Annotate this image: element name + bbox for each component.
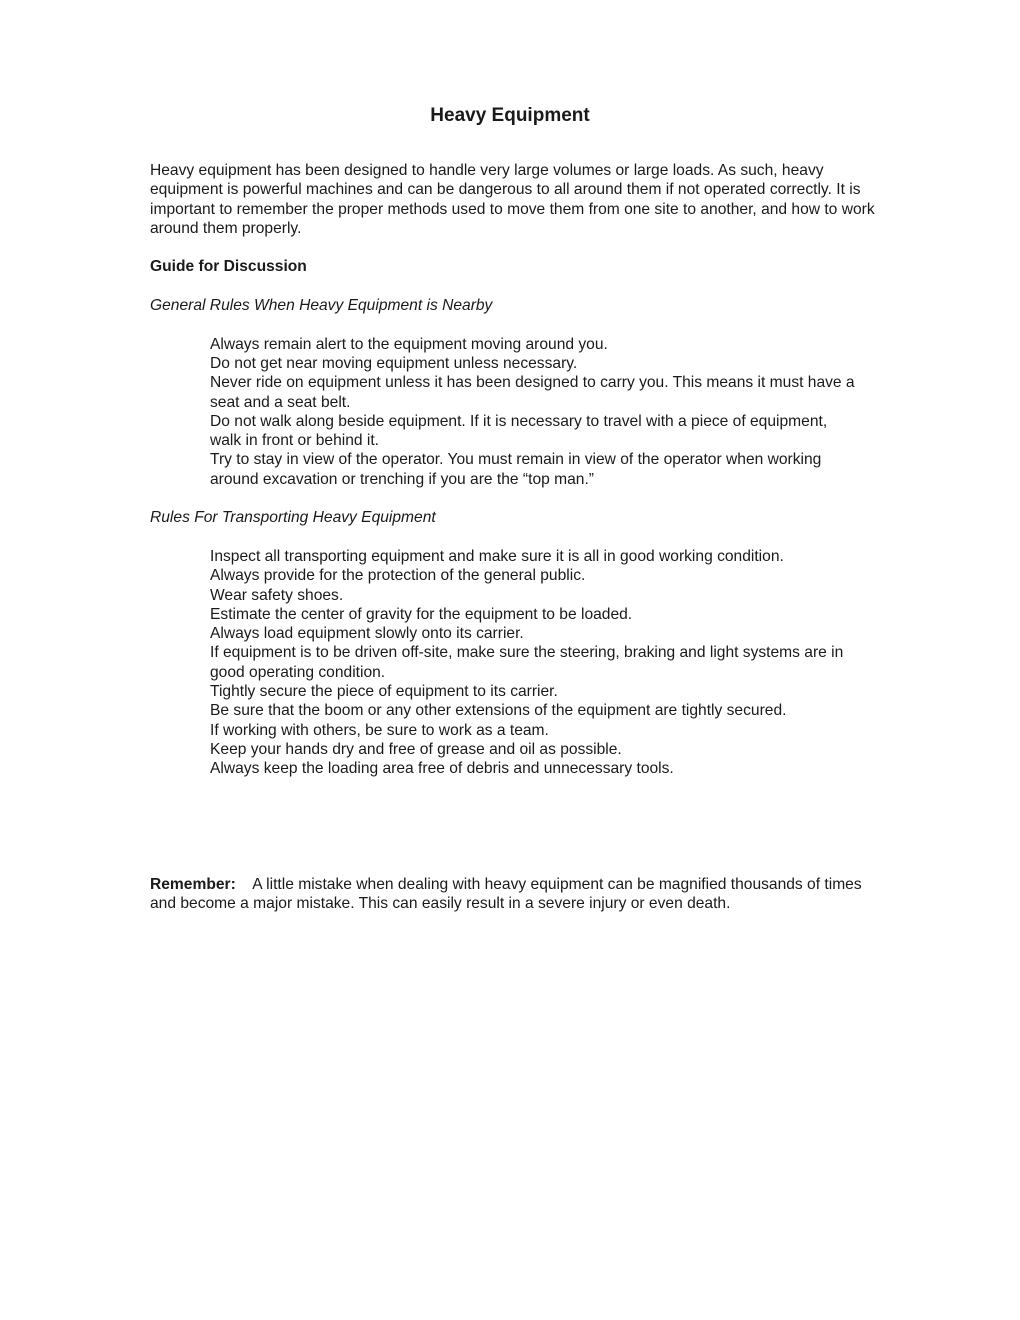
list-item: Always keep the loading area free of debris and unnecessary tools. <box>210 760 674 778</box>
list-item: Always provide for the protection of the general public. <box>210 567 586 585</box>
remember-spacer <box>236 876 252 893</box>
list-item: Do not get near moving equipment unless necessary. <box>210 354 578 372</box>
document-title: Heavy Equipment <box>430 105 590 126</box>
guide-heading: Guide for Discussion <box>150 258 307 276</box>
list-item: Always load equipment slowly onto its carrier. <box>210 625 524 643</box>
list-item: Inspect all transporting equipment and make sure it is all in good working condition. <box>210 547 784 565</box>
remember-note <box>150 875 880 914</box>
general-rules-list <box>150 335 860 489</box>
remember-text: A little mistake when dealing with heavy equipment can be magnified thousands of times and become a major mistake. This can easily result in a severe injury or even death. <box>150 876 862 913</box>
transport-rules-list <box>150 547 860 779</box>
list-item: Wear safety shoes. <box>210 586 344 604</box>
list-item: Always remain alert to the equipment moving around you. <box>210 335 608 353</box>
list-item: If working with others, be sure to work as a team. <box>210 721 549 739</box>
list-item: Try to stay in view of the operator. You must remain in view of the operator when working around excavation or trenching if you are the “top man.” <box>210 451 822 488</box>
list-item: Do not walk along beside equipment. If it is necessary to travel with a piece of equipment, walk in front or behind it. <box>210 412 828 450</box>
list-item: Never ride on equipment unless it has been designed to carry you. This means it must have a seat and a seat belt. <box>210 374 855 411</box>
section-heading-general-rules: General Rules When Heavy Equipment is Nearby <box>150 297 493 315</box>
remember-label: Remember: <box>150 876 236 893</box>
list-item: Estimate the center of gravity for the equipment to be loaded. <box>210 605 633 623</box>
intro-paragraph: Heavy equipment has been designed to handle very large volumes or large loads. As such, heavy equipment is powerful machines and can be dangerous to all around them if not operated correctly. It is important to remember the proper methods used to move them from one site to another, and how to work around them properly. <box>150 162 875 237</box>
list-item: If equipment is to be driven off-site, make sure the steering, braking and light systems are in good operating condition. <box>210 644 844 681</box>
list-item: Be sure that the boom or any other extensions of the equipment are tightly secured. <box>210 702 787 720</box>
document-body <box>150 161 880 914</box>
list-item: Tightly secure the piece of equipment to its carrier. <box>210 683 558 701</box>
list-item: Keep your hands dry and free of grease and oil as possible. <box>210 740 622 758</box>
section-heading-transport-rules: Rules For Transporting Heavy Equipment <box>150 509 436 527</box>
